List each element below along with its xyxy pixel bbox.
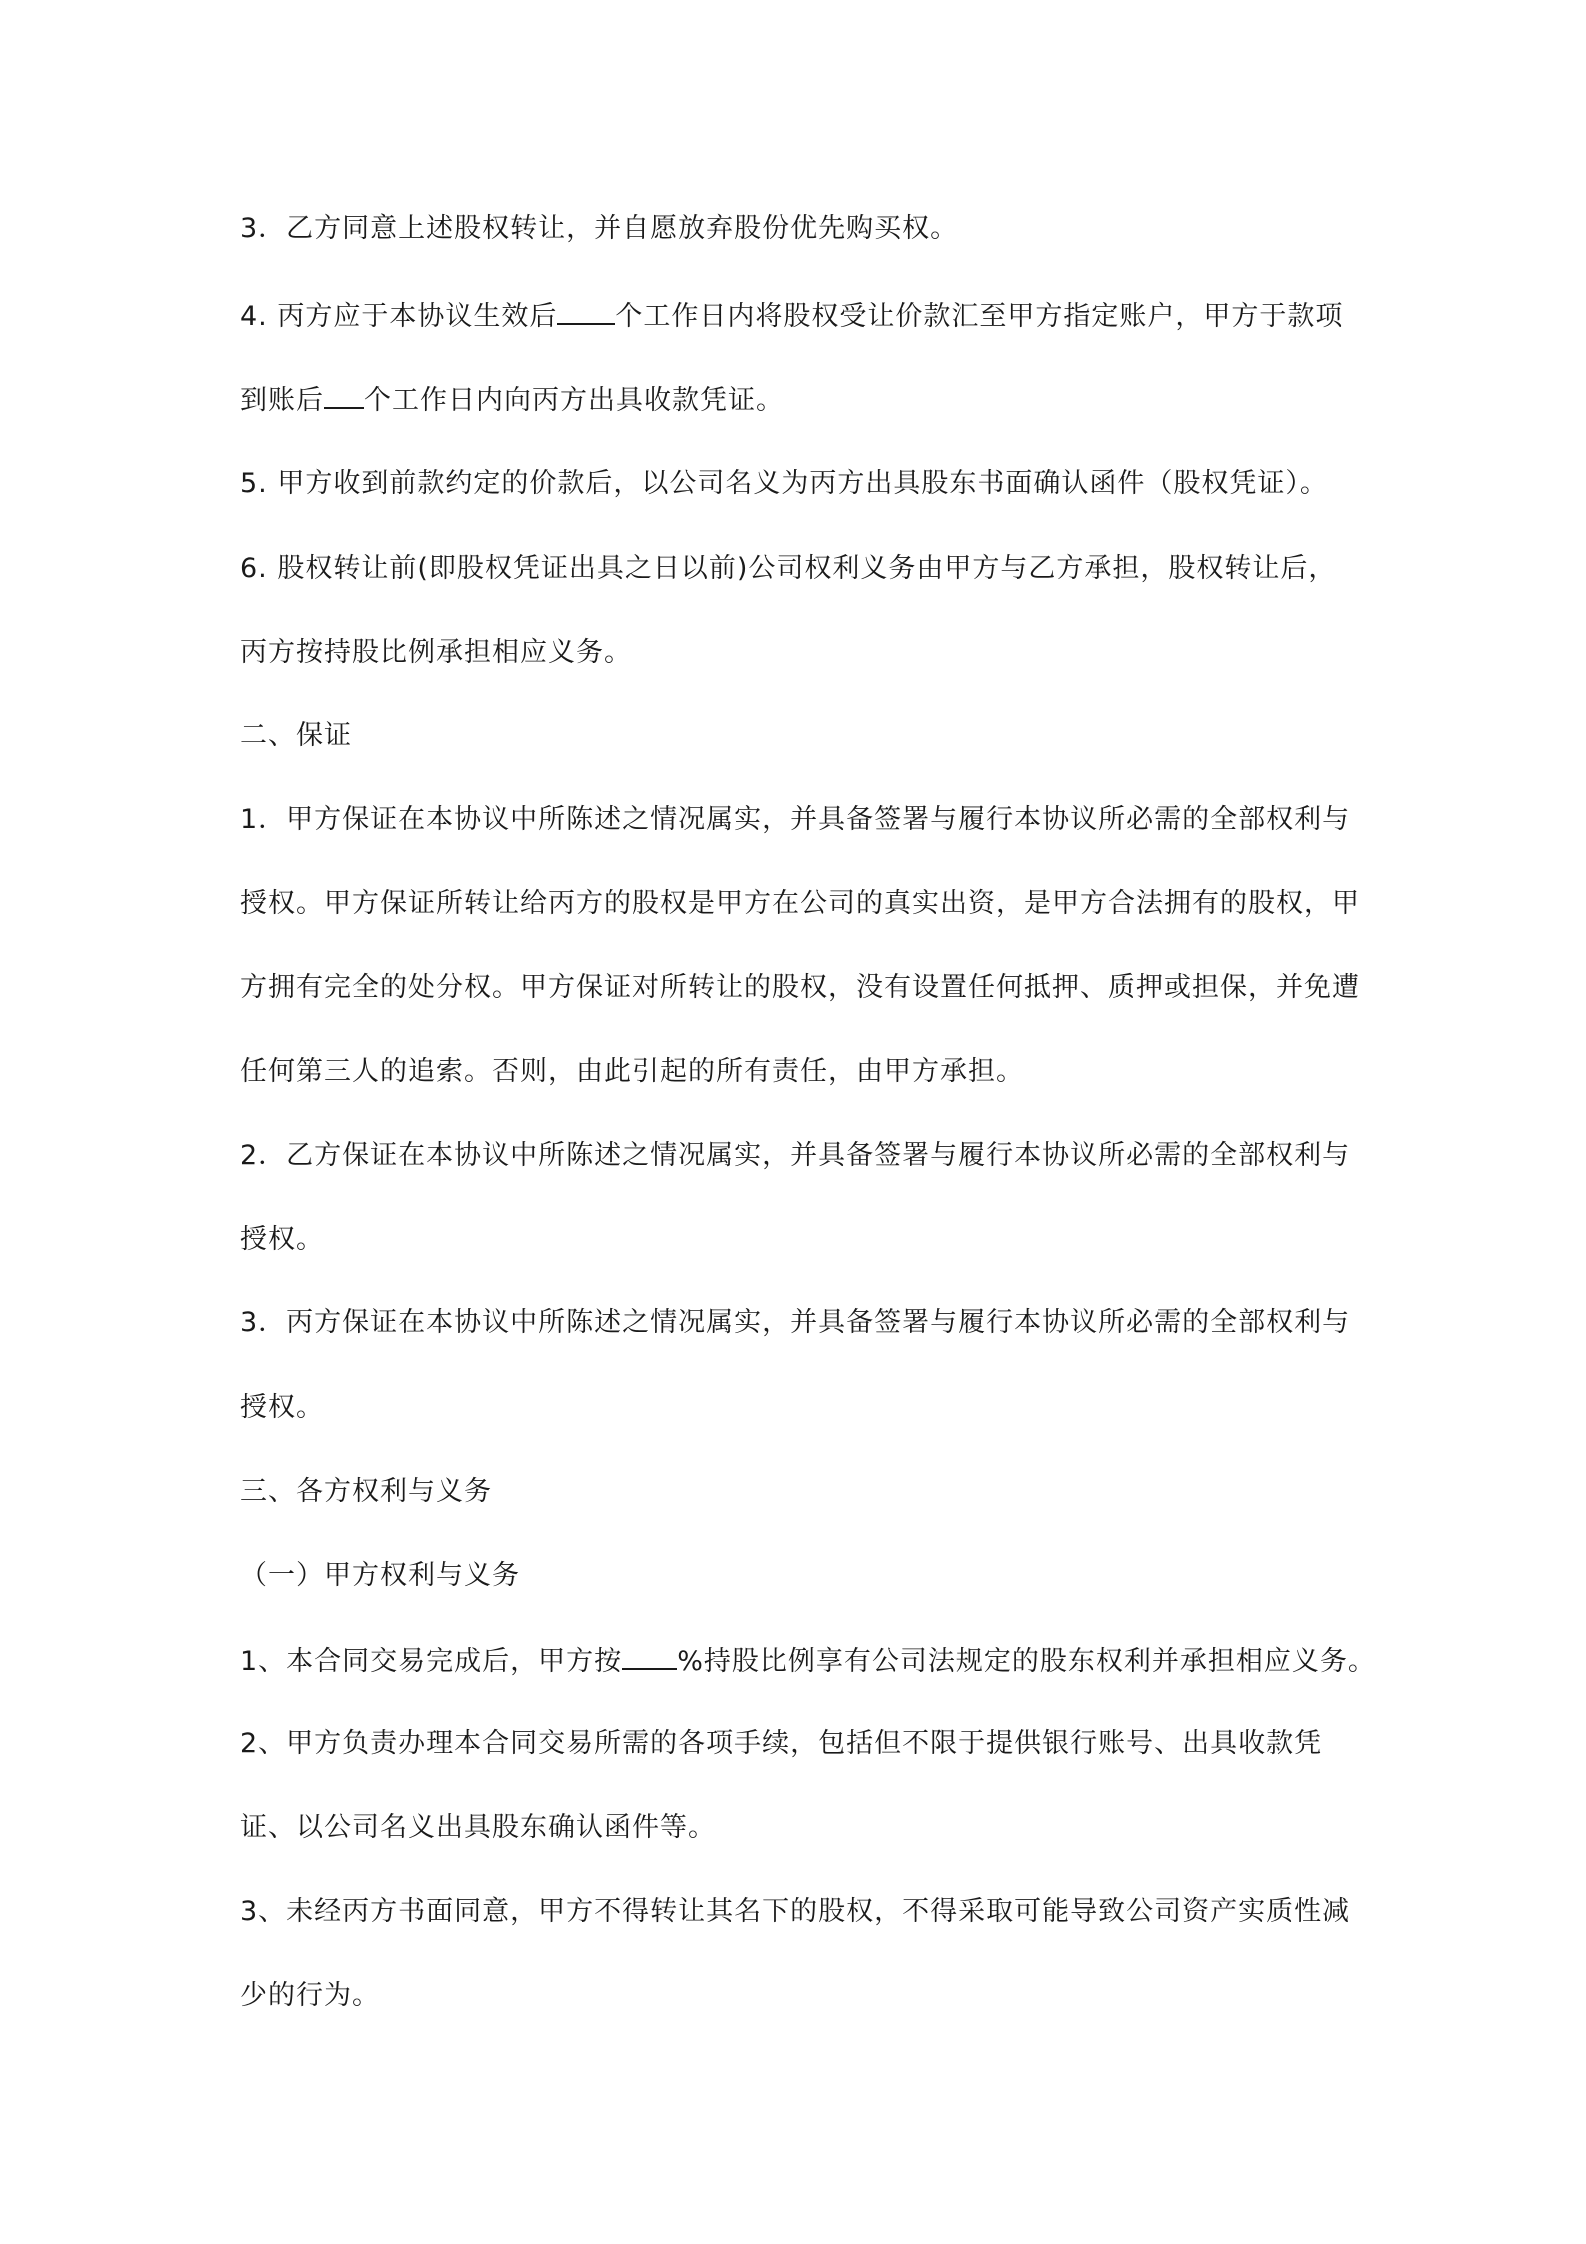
clause-4-line-2 [240, 379, 784, 421]
guarantee-1-line-2: 授权。甲方保证所转让给丙方的股权是甲方在公司的真实出资，是甲方合法拥有的股权，甲 [240, 888, 1360, 919]
clause-4-line-1 [240, 295, 1343, 337]
party-a-clause-3-line-2: 少的行为。 [240, 1980, 380, 2011]
party-a-clause-3-line-1: 3、未经丙方书面同意，甲方不得转让其名下的股权，不得采取可能导致公司资产实质性减 [240, 1896, 1351, 1927]
guarantee-2-line-1: 2．乙方保证在本协议中所陈述之情况属实，并具备签署与履行本协议所必需的全部权利与 [240, 1140, 1351, 1171]
clause-3-consent: 3．乙方同意上述股权转让，并自愿放弃股份优先购买权。 [240, 213, 959, 244]
party-a-clause-1-text-a: 1、本合同交易完成后，甲方按 [240, 1646, 623, 1677]
guarantee-1-line-4: 任何第三人的追索。否则，由此引起的所有责任，由甲方承担。 [240, 1056, 1024, 1087]
clause-4-text-d: 个工作日内向丙方出具收款凭证。 [364, 385, 784, 416]
blank-workdays-receipt [324, 379, 364, 409]
clause-4-text-a: 4. 丙方应于本协议生效后 [240, 301, 558, 332]
clause-4-text-c: 到账后 [240, 385, 324, 416]
section-2-heading: 二、保证 [240, 720, 352, 751]
blank-workdays-payment [557, 295, 615, 325]
party-a-clause-2-line-1: 2、甲方负责办理本合同交易所需的各项手续，包括但不限于提供银行账号、出具收款凭 [240, 1728, 1323, 1759]
clause-4-text-b: 个工作日内将股权受让价款汇至甲方指定账户，甲方于款项 [615, 301, 1344, 332]
clause-5: 5. 甲方收到前款约定的价款后，以公司名义为丙方出具股东书面确认函件（股权凭证）。 [240, 468, 1328, 499]
clause-6-line-1: 6. 股权转让前(即股权凭证出具之日以前)公司权利义务由甲方与乙方承担，股权转让后， [240, 553, 1337, 584]
guarantee-3-line-1: 3．丙方保证在本协议中所陈述之情况属实，并具备签署与履行本协议所必需的全部权利与 [240, 1307, 1351, 1338]
guarantee-3-line-2: 授权。 [240, 1392, 324, 1423]
party-a-clause-1-text-b: %持股比例享有公司法规定的股东权利并承担相应义务。 [677, 1646, 1376, 1677]
guarantee-1-line-1: 1．甲方保证在本协议中所陈述之情况属实，并具备签署与履行本协议所必需的全部权利与 [240, 804, 1351, 835]
guarantee-1-line-3: 方拥有完全的处分权。甲方保证对所转让的股权，没有设置任何抵押、质押或担保，并免遭 [240, 972, 1360, 1003]
blank-share-percent [622, 1640, 677, 1670]
section-3-heading: 三、各方权利与义务 [240, 1476, 492, 1507]
subsection-1-heading: （一）甲方权利与义务 [240, 1560, 520, 1591]
party-a-clause-1 [240, 1640, 1376, 1682]
party-a-clause-2-line-2: 证、以公司名义出具股东确认函件等。 [240, 1812, 716, 1843]
clause-6-line-2: 丙方按持股比例承担相应义务。 [240, 637, 632, 668]
guarantee-2-line-2: 授权。 [240, 1224, 324, 1255]
